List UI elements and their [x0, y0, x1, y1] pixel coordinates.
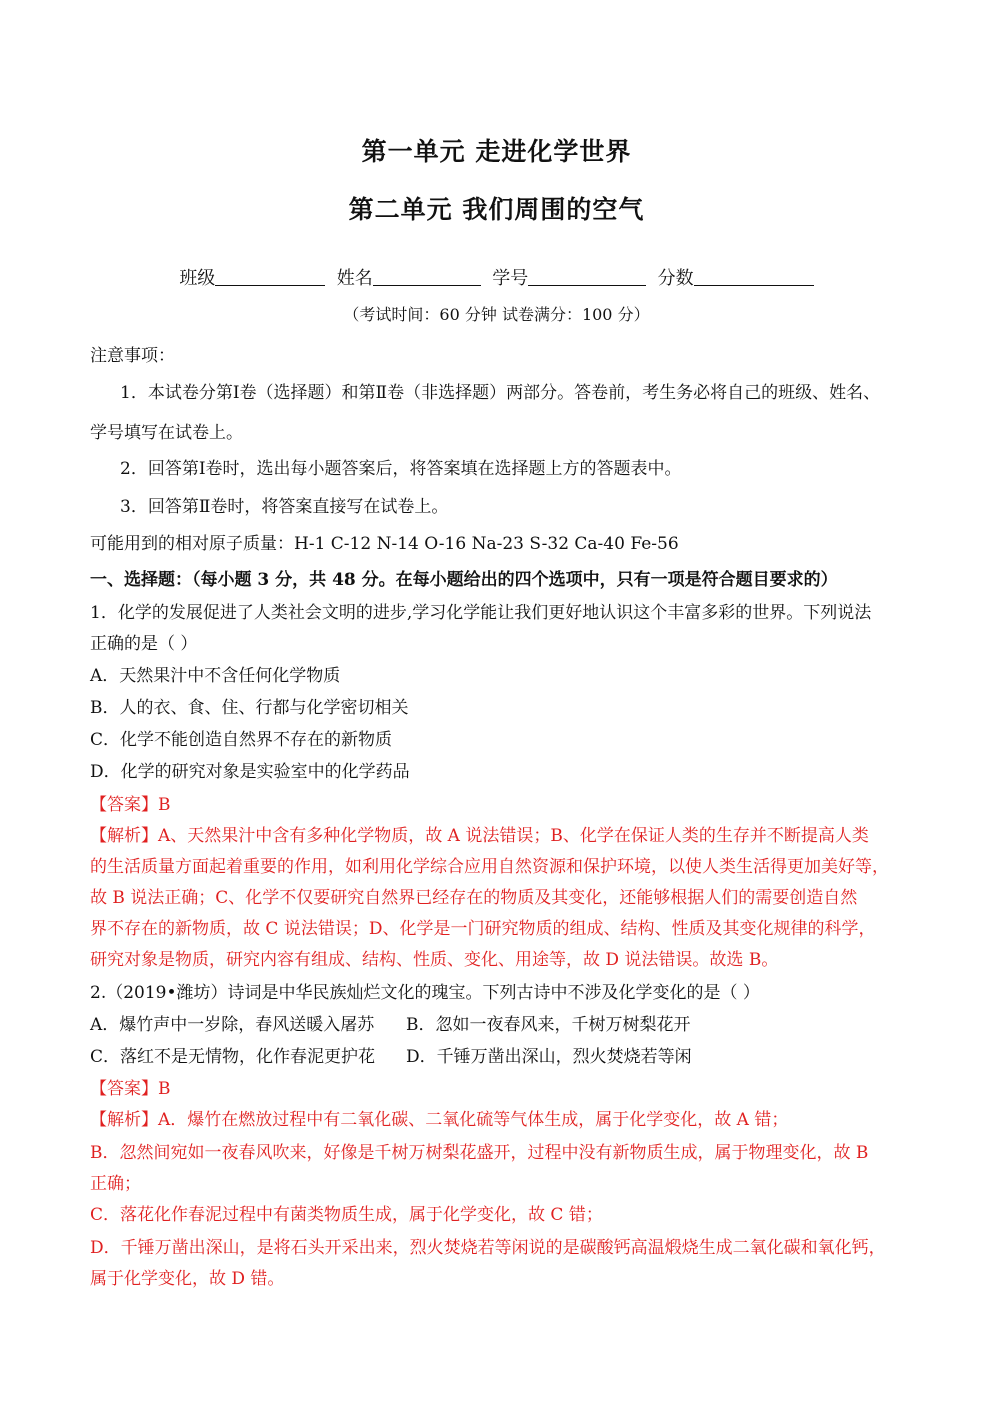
notice-item-1: 1．本试卷分第Ⅰ卷（选择题）和第Ⅱ卷（非选择题）两部分。答卷前，考生务必将自己的班级、姓名、 — [120, 383, 881, 403]
q2-answer: 【答案】B — [90, 1079, 171, 1099]
notice-item-3: 3．回答第Ⅱ卷时，将答案直接写在试卷上。 — [120, 497, 449, 517]
exam-meta: （考试时间：60 分钟 试卷满分：100 分） — [343, 305, 650, 324]
q2-analysis-line: 【解析】A．爆竹在燃放过程中有二氧化碳、二氧化硫等气体生成，属于化学变化，故 A 错； — [90, 1110, 789, 1130]
score-label: 分数 — [657, 268, 694, 289]
q1-stem-cont: 正确的是（ ） — [90, 634, 198, 654]
name-blank — [373, 269, 481, 286]
q1-analysis-line: 的生活质量方面起着重要的作用，如利用化学综合应用自然资源和保护环境，以使人类生活得更加美好等， — [90, 857, 889, 877]
q2-option-b: B．忽如一夜春风来，千树万树梨花开 — [406, 1015, 691, 1035]
q2-options-row-2 — [90, 1042, 920, 1067]
q2-option-a: A．爆竹声中一岁除，春风送暖入屠苏 — [90, 1015, 375, 1035]
id-label: 学号 — [492, 268, 529, 289]
title-unit2: 第二单元 我们周围的空气 — [348, 195, 645, 224]
q2-analysis-line: C．落花化作春泥过程中有菌类物质生成，属于化学变化，故 C 错； — [90, 1205, 603, 1225]
q1-stem: 1．化学的发展促进了人类社会文明的进步,学习化学能让我们更好地认识这个丰富多彩的世界。下列说法 — [90, 603, 872, 623]
notice-heading: 注意事项： — [90, 346, 175, 366]
title-unit1: 第一单元 走进化学世界 — [361, 137, 632, 166]
q1-option-d: D．化学的研究对象是实验室中的化学药品 — [90, 762, 410, 782]
student-info-row — [0, 264, 993, 290]
q2-analysis-line: D．千锤万凿出深山，是将石头开采出来，烈火焚烧若等闲说的是碳酸钙高温煅烧生成二氧化碳和氧化钙， — [90, 1238, 886, 1258]
q1-analysis-line: 界不存在的新物质，故 C 说法错误；D、化学是一门研究物质的组成、结构、性质及其变化规律的科学， — [90, 919, 876, 939]
q2-analysis-line: B．忽然间宛如一夜春风吹来，好像是千树万树梨花盛开，过程中没有新物质生成，属于物理变化，故 B — [90, 1143, 869, 1163]
notice-item-1-cont: 学号填写在试卷上。 — [90, 423, 243, 443]
q2-options-row-1 — [90, 1010, 920, 1035]
q2-option-c: C．落红不是无情物，化作春泥更护花 — [90, 1047, 376, 1067]
q1-option-c: C．化学不能创造自然界不存在的新物质 — [90, 730, 393, 750]
section-heading: 一、选择题：（每小题 3 分，共 48 分。在每小题给出的四个选项中，只有一项是符合题目要求的） — [90, 570, 838, 590]
q1-analysis-line: 【解析】A、天然果汁中含有多种化学物质，故 A 说法错误；B、化学在保证人类的生存并不断提高人类 — [90, 826, 869, 846]
q1-analysis-line: 研究对象是物质，研究内容有组成、结构、性质、变化、用途等，故 D 说法错误。故选 B。 — [90, 950, 779, 970]
q2-option-d: D．千锤万凿出深山，烈火焚烧若等闲 — [406, 1047, 692, 1067]
class-label: 班级 — [179, 268, 216, 289]
q1-answer: 【答案】B — [90, 795, 171, 815]
q1-analysis-line: 故 B 说法正确；C、化学不仅要研究自然界已经存在的物质及其变化，还能够根据人们的需要创造自然 — [90, 888, 858, 908]
name-label: 姓名 — [336, 268, 373, 289]
score-blank — [694, 269, 814, 286]
id-blank — [528, 269, 646, 286]
q2-analysis-line: 正确； — [90, 1174, 141, 1194]
notice-item-2: 2．回答第Ⅰ卷时，选出每小题答案后，将答案填在选择题上方的答题表中。 — [120, 459, 682, 479]
q2-analysis-line: 属于化学变化，故 D 错。 — [90, 1269, 285, 1289]
atomic-masses: 可能用到的相对原子质量：H-1 C-12 N-14 O-16 Na-23 S-32 Ca-40 Fe-56 — [90, 534, 679, 554]
q1-option-b: B．人的衣、食、住、行都与化学密切相关 — [90, 698, 409, 718]
q1-option-a: A．天然果汁中不含任何化学物质 — [90, 666, 341, 686]
class-blank — [215, 269, 325, 286]
q2-stem: 2.（2019•潍坊）诗词是中华民族灿烂文化的瑰宝。下列古诗中不涉及化学变化的是（ ） — [90, 983, 760, 1003]
